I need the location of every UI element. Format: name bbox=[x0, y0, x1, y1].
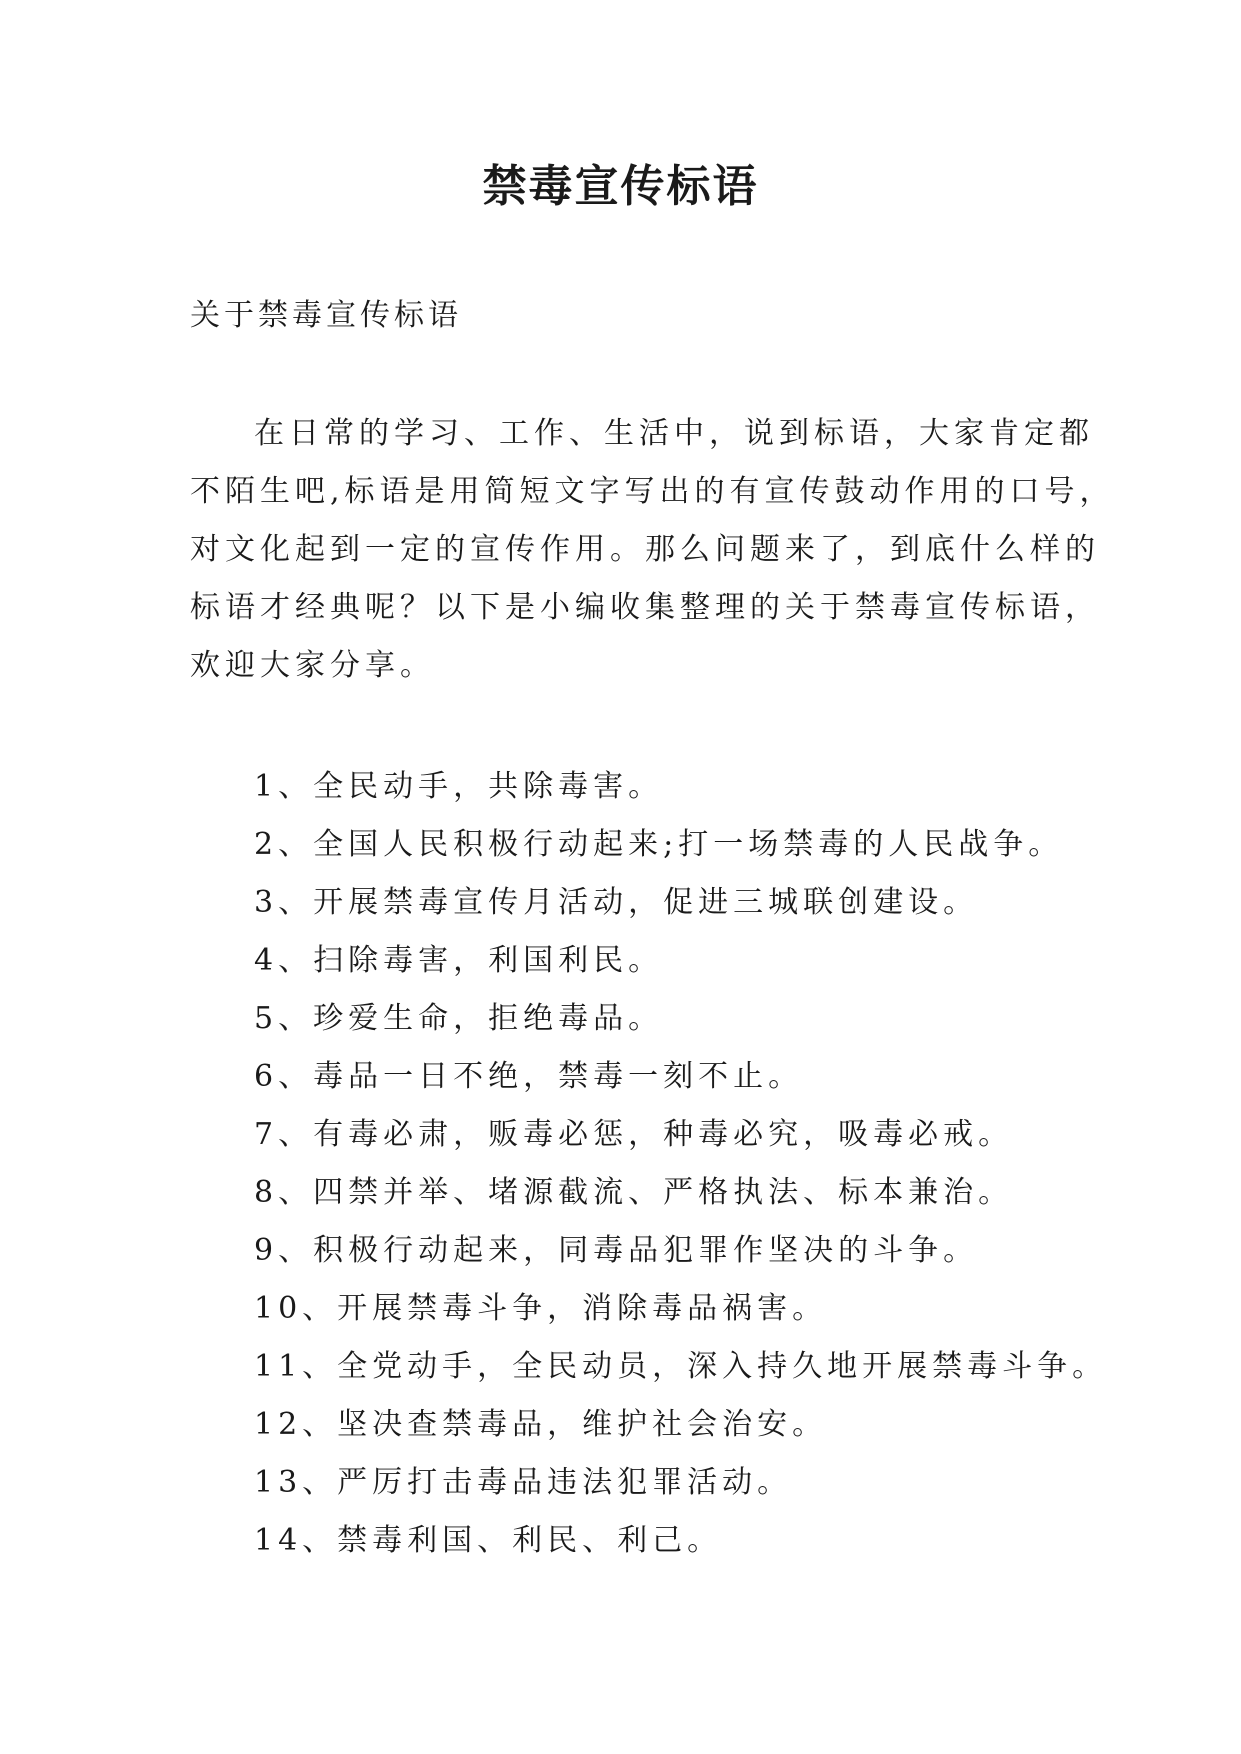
intro-line: 对文化起到一定的宣传作用。那么问题来了，到底什么样的 bbox=[190, 532, 1100, 567]
slogan-item: 6、毒品一日不绝，禁毒一刻不止。 bbox=[254, 1059, 804, 1094]
slogan-item: 4、扫除毒害，利国利民。 bbox=[254, 943, 664, 978]
page-title: 禁毒宣传标语 bbox=[482, 161, 759, 212]
slogan-item: 8、四禁并举、堵源截流、严格执法、标本兼治。 bbox=[254, 1175, 1014, 1210]
slogan-item: 5、珍爱生命，拒绝毒品。 bbox=[254, 1001, 664, 1036]
slogan-list bbox=[254, 758, 1107, 1570]
intro-line: 在日常的学习、工作、生活中，说到标语，大家肯定都 bbox=[254, 416, 1094, 451]
slogan-item: 9、积极行动起来，同毒品犯罪作坚决的斗争。 bbox=[254, 1233, 979, 1268]
slogan-item: 13、严厉打击毒品违法犯罪活动。 bbox=[254, 1465, 793, 1500]
slogan-item: 1、全民动手，共除毒害。 bbox=[254, 769, 664, 804]
intro-line: 标语才经典呢？以下是小编收集整理的关于禁毒宣传标语， bbox=[190, 590, 1100, 625]
section-heading: 关于禁毒宣传标语 bbox=[190, 298, 462, 333]
intro-line: 欢迎大家分享。 bbox=[190, 648, 435, 683]
slogan-item: 2、全国人民积极行动起来;打一场禁毒的人民战争。 bbox=[254, 827, 1064, 862]
slogan-item: 11、全党动手，全民动员，深入持久地开展禁毒斗争。 bbox=[254, 1349, 1108, 1384]
slogan-item: 12、坚决查禁毒品，维护社会治安。 bbox=[254, 1407, 828, 1442]
slogan-item: 3、开展禁毒宣传月活动，促进三城联创建设。 bbox=[254, 885, 979, 920]
slogan-item: 10、开展禁毒斗争，消除毒品祸害。 bbox=[254, 1291, 828, 1326]
intro-paragraph bbox=[190, 405, 1115, 695]
slogan-item: 7、有毒必肃，贩毒必惩，种毒必究，吸毒必戒。 bbox=[254, 1117, 1014, 1152]
intro-line: 不陌生吧,标语是用简短文字写出的有宣传鼓动作用的口号， bbox=[190, 474, 1115, 509]
slogan-item: 14、禁毒利国、利民、利己。 bbox=[254, 1523, 723, 1558]
